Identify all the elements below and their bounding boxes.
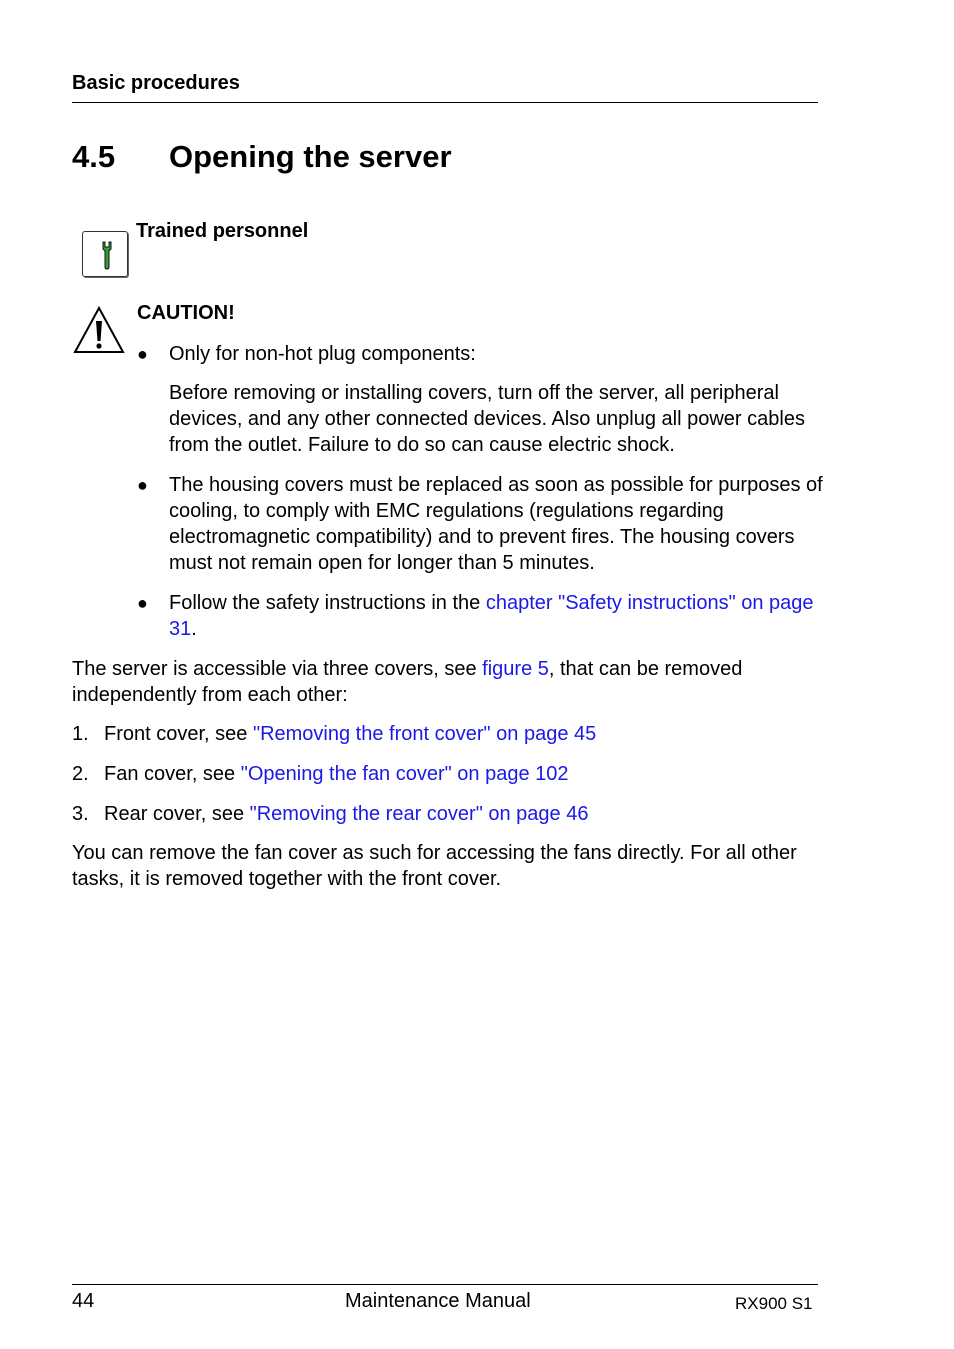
wrench-icon (82, 231, 128, 277)
step-number: 2. (72, 763, 89, 785)
intro-text-end: , that can be removed independently from each other: (72, 658, 743, 706)
intro-paragraph (72, 656, 822, 708)
front-cover-link[interactable]: "Removing the front cover" on page 45 (252, 723, 597, 745)
step-item (104, 801, 824, 827)
safety-instructions-link[interactable]: chapter "Safety instructions" on page 31 (169, 592, 814, 640)
page-number: 44 (72, 1290, 95, 1312)
step-number: 1. (72, 723, 89, 745)
bullet-marker: ● (137, 344, 148, 364)
footer-model: RX900 S1 (735, 1294, 813, 1313)
caution-item-detail: Before removing or installing covers, turn off the server, all peripheral devices, and any other connected devices. Also unplug all power cables from the outlet. Failure to do so can cause electric shock. (169, 382, 805, 456)
warning-exclamation-icon (72, 305, 126, 355)
step-text: Front cover, see (104, 723, 253, 745)
caution-item-text (169, 590, 829, 642)
caution-item-text: The housing covers must be replaced as soon as possible for purposes of cooling, to comply with EMC regulations (regulations regarding electromagnetic compatibility) and to prevent fires. The housing covers must not remain open for longer than 5 minutes. (169, 474, 823, 574)
step-text: Rear cover, see (104, 803, 250, 825)
step-number: 3. (72, 803, 89, 825)
running-header: Basic procedures (72, 72, 240, 94)
intro-text-start: The server is accessible via three covers, see (72, 658, 483, 680)
figure-link[interactable]: figure 5 (482, 658, 549, 680)
header-rule (72, 102, 818, 103)
rear-cover-link[interactable]: "Removing the rear cover" on page 46 (249, 803, 589, 825)
page-title: Opening the server (169, 139, 452, 174)
trained-personnel-label: Trained personnel (136, 220, 309, 242)
footer-title: Maintenance Manual (345, 1290, 531, 1312)
bullet-marker: ● (137, 475, 148, 495)
section-number: 4.5 (72, 139, 116, 174)
fan-cover-link[interactable]: "Opening the fan cover" on page 102 (240, 763, 569, 785)
footer-rule (72, 1284, 818, 1285)
caution-item-text-end: . (191, 618, 197, 640)
caution-item-text-start: Follow the safety instructions in the (169, 592, 486, 614)
step-item (104, 721, 824, 747)
closing-paragraph: You can remove the fan cover as such for accessing the fans directly. For all other tasks, it is removed together with the front cover. (72, 842, 797, 890)
step-text: Fan cover, see (104, 763, 241, 785)
bullet-marker: ● (137, 593, 148, 613)
caution-label: CAUTION! (137, 302, 235, 324)
caution-item-text: Only for non-hot plug components: (169, 343, 476, 365)
step-item (104, 761, 824, 787)
